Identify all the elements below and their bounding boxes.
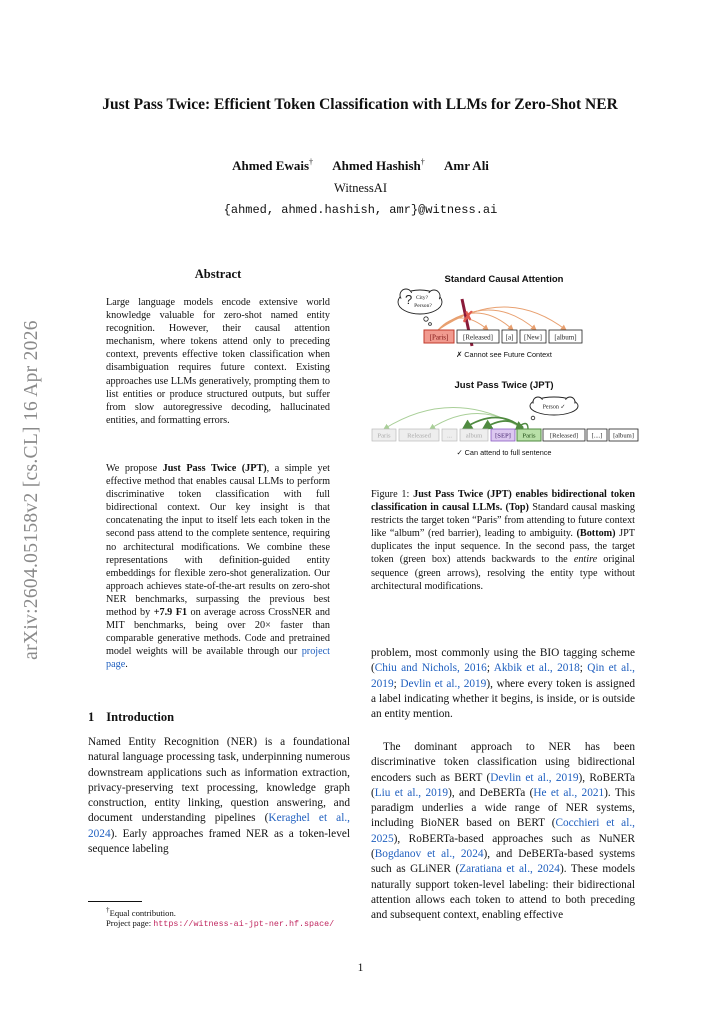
arxiv-sidebar	[14, 300, 50, 680]
bottom-panel-title: Just Pass Twice (JPT)	[454, 380, 554, 391]
author-list	[0, 158, 721, 174]
svg-text:✗: ✗	[461, 309, 475, 326]
token-released: [Released]	[463, 333, 493, 342]
page-number: 1	[357, 962, 364, 974]
token-paris: [Paris]	[429, 333, 449, 342]
citation-link[interactable]: Akbik et al., 2018	[493, 662, 580, 675]
top-panel-title: Standard Causal Attention	[444, 274, 564, 285]
top-token-row	[424, 330, 582, 343]
right-paragraph-2: The dominant approach to NER has been discriminative token classification using bidirectional encoders such as BERT (Devlin et al., 2019), RoBERTa (Liu et al., 2019), and DeBERTa (He et al., 2021). This paradigm underlies a wide range of NER systems, including BioNER based on BERT (Cocchieri et al., 2025), RoBERTa-based approaches such as NuNER (Bogdanov et al., 2024), and DeBERTa-based systems such as GLiNER (Zaratiana et al., 2024). These models naturally support token-level labeling: their bidirectional attention allows each token to attend to both preceding and subsequent context, enabling effective	[371, 741, 635, 922]
token-album-2: [album]	[613, 432, 634, 440]
citation-link[interactable]: Zaratiana et al., 2024	[459, 863, 560, 876]
faded-token-released: Released	[407, 432, 431, 440]
author-3: Amr Ali	[444, 158, 489, 174]
citation-link[interactable]: He et al., 2021	[533, 786, 605, 799]
abstract-paragraph-1: Large language models encode extensive world knowledge valuable for zero-shot named entity recognition. However, their causal attention mechanism, where tokens attend only to preceding context, prevents effective token classification when disambiguation requires future context. Existing approaches use LLMs generatively, prompting them to list entities or produce structured outputs, but suffer from slow autoregressive decoding, hallucinated entities, and formatting errors.	[106, 297, 330, 426]
causal-attention-arcs	[438, 307, 566, 330]
intro-paragraph: Named Entity Recognition (NER) is a foundational natural language processing task, underpinning numerous downstream applications such as information extraction, privacy-preserving text processing, knowledge graph construction, entity linking, question answering, and document understanding pipelines (Keraghel et al., 2024). Early approaches framed NER as a token-level sequence labeling	[88, 736, 350, 856]
citation-link[interactable]: Bogdanov et al., 2024	[374, 848, 484, 861]
sep-token: [SEP]	[495, 432, 511, 440]
figure-1-diagram	[368, 268, 640, 468]
top-note: ✗ Cannot see Future Context	[456, 350, 552, 359]
bottom-note: ✓ Can attend to full sentence	[456, 448, 552, 457]
citation-link[interactable]: Cocchieri et al., 2025	[371, 817, 635, 845]
abstract-heading: Abstract	[194, 267, 242, 281]
author-2: Ahmed Hashish†	[332, 158, 425, 174]
token-a: [a]	[505, 333, 514, 342]
author-emails: {ahmed, ahmed.hashish, amr}@witness.ai	[223, 203, 498, 217]
project-url-link[interactable]: https://witness-ai-jpt-ner.hf.space/	[153, 919, 335, 930]
project-page-link[interactable]: project page	[106, 646, 330, 671]
faded-token-album: album	[465, 432, 483, 440]
token-album: [album]	[554, 333, 577, 342]
faded-token-paris: Paris	[377, 432, 391, 440]
thought-person: Person?	[414, 303, 432, 309]
author-1: Ahmed Ewais†	[232, 158, 314, 174]
figure-caption: Figure 1: Just Pass Twice (JPT) enables bidirectional token classification in causal LLMs. (Top) Standard causal masking restricts the target token “Paris” from attending to future context like “album” (red barrier), leading to ambiguity. (Bottom) JPT duplicates the input sequence. In the second pass, the target token (green box) attends backwards to the entire original sequence (green arrows), resolving the entity type without architectural modifications.	[371, 489, 636, 592]
footnote-rule	[88, 901, 142, 902]
affiliation: WitnessAI	[334, 181, 387, 195]
citation-link[interactable]: Devlin et al., 2019	[400, 677, 487, 690]
citation-link[interactable]: Chiu and Nichols, 2016	[374, 662, 487, 675]
paper-title: Just Pass Twice: Efficient Token Classification with LLMs for Zero-Shot NER	[102, 96, 618, 113]
arxiv-identifier: arXiv:2604.05158v2 [cs.CL] 16 Apr 2026	[21, 320, 42, 660]
section-heading: 1 Introduction	[88, 710, 175, 724]
abstract-paragraph-2: We propose Just Pass Twice (JPT), a simple yet effective method that enables causal LLMs to perform discriminative token classification with full bidirectional context. Our key insight is that concatenating the input to itself lets each token in the second pass attend to the complete sentence, requiring no architectural modifications. We combine these representations with definition-guided entity embeddings for flexible zero-shot generalization. Our approach achieves state-of-the-art results on zero-shot NER benchmarks, surpassing the previous best method by +7.9 F1 on average across CrossNER and MIT benchmarks, being over 20× faster than comparable generative methods. Code and pretrained model weights will be available through our project page.	[106, 463, 331, 671]
bottom-token-row	[372, 429, 638, 441]
bidirectional-arcs	[384, 408, 528, 430]
citation-link[interactable]: Keraghel et al., 2024	[88, 812, 350, 840]
thought-person-check: Person ✓	[542, 404, 566, 411]
citation-link[interactable]: Qin et al., 2019	[371, 662, 635, 690]
right-paragraph-1: problem, most commonly using the BIO tagging scheme (Chiu and Nichols, 2016; Akbik et al., 2018; Qin et al., 2019; Devlin et al., 2019), where every token is assigned a label indicating whether it begins, is inside, or is outside an entity mention.	[371, 647, 635, 721]
faded-token-ellipsis: ...	[447, 432, 452, 440]
citation-link[interactable]: Liu et al., 2019	[374, 786, 449, 799]
token-new: [New]	[524, 333, 542, 342]
target-token-paris: Paris	[522, 432, 536, 440]
token-released-2: [Released]	[549, 432, 579, 440]
token-dots: [....]	[591, 432, 603, 440]
thought-cloud-icon	[398, 289, 442, 325]
thought-city: City?	[415, 295, 429, 301]
footnote: †Equal contribution. Project page: https://witness-ai-jpt-ner.hf.space/	[106, 906, 335, 930]
thought-cloud-person-icon	[530, 397, 578, 420]
svg-text:?: ?	[405, 292, 413, 307]
citation-link[interactable]: Devlin et al., 2019	[490, 771, 579, 784]
